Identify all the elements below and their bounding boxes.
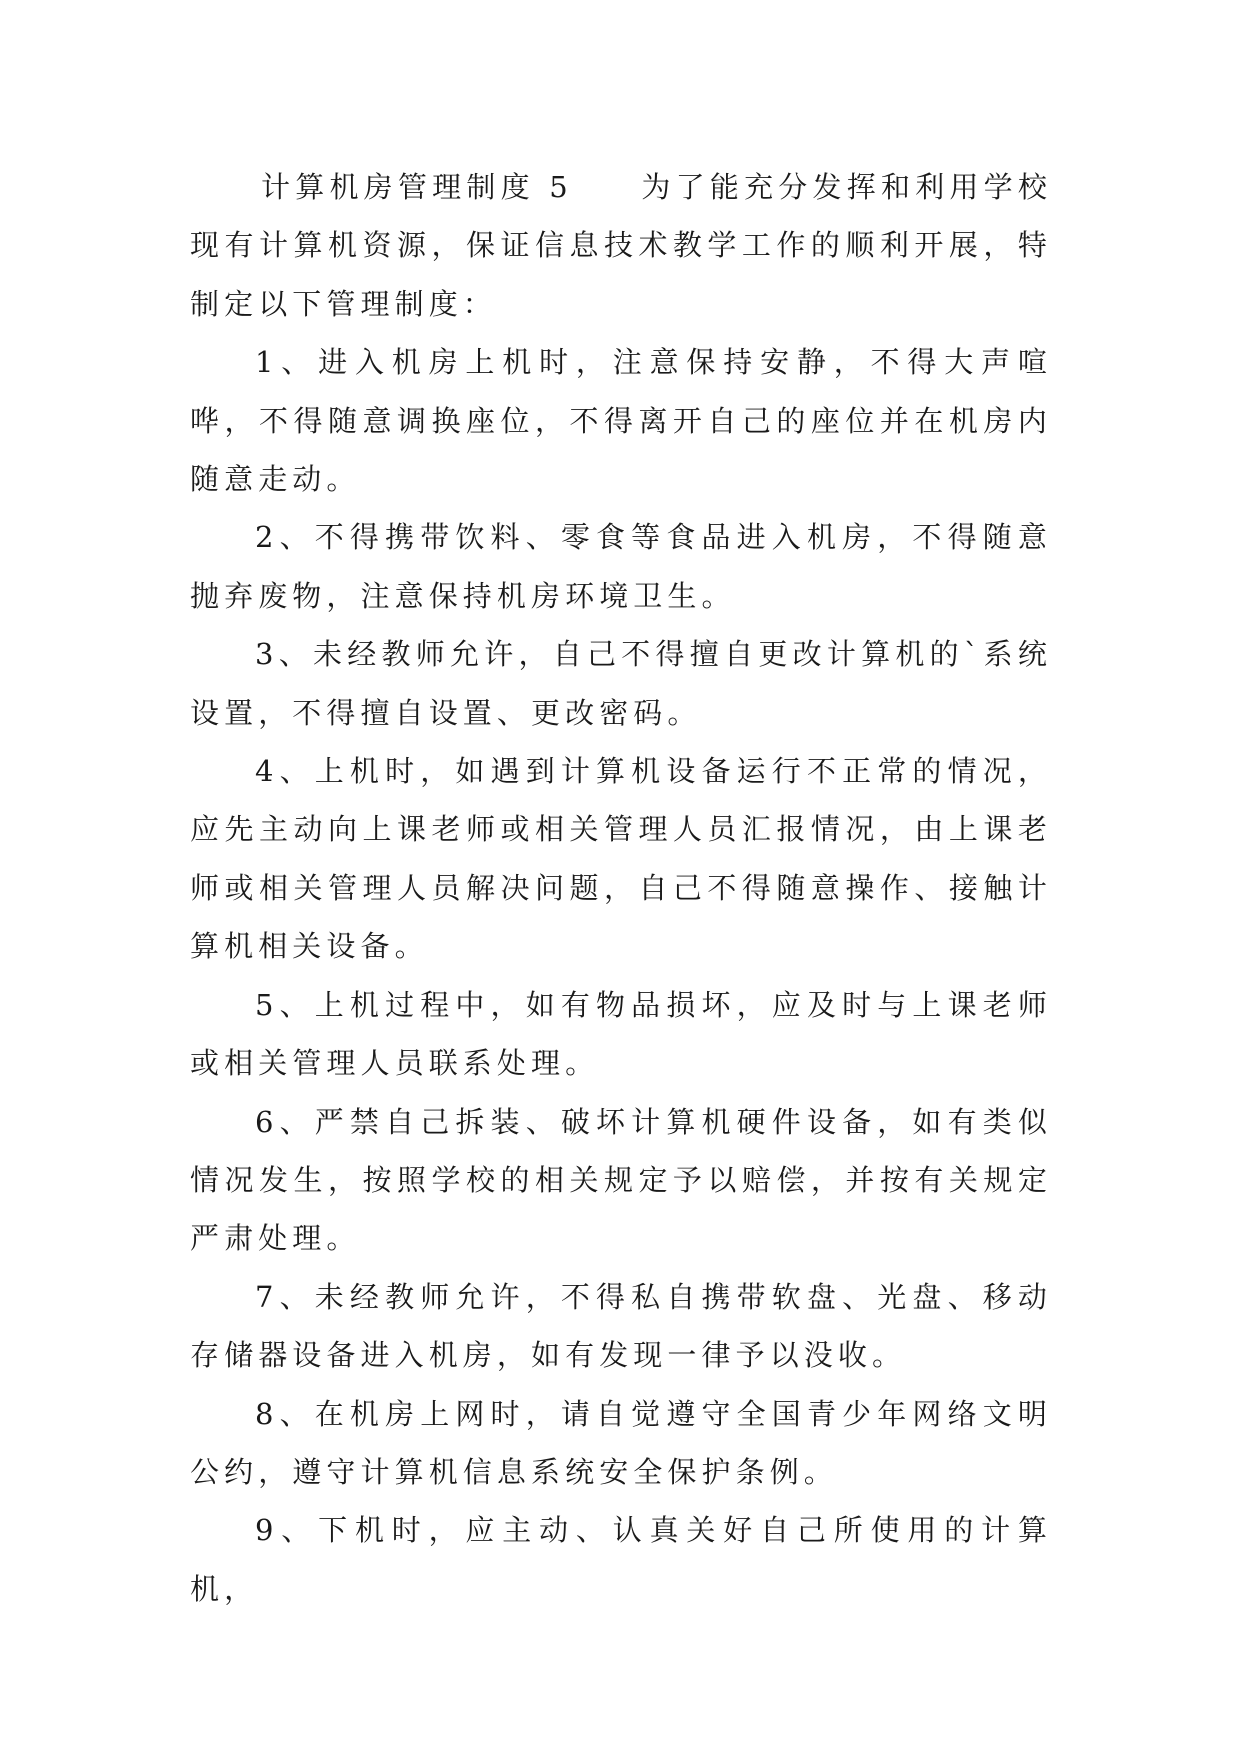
paragraph-title-intro: 计算机房管理制度 5 为了能充分发挥和利用学校现有计算机资源，保证信息技术教学工作的顺利开展，特制定以下管理制度：	[190, 170, 1052, 321]
paragraph-rule-3: 3、未经教师允许，自己不得擅自更改计算机的`系统设置，不得擅自设置、更改密码。	[190, 637, 1052, 730]
paragraph-rule-7: 7、未经教师允许，不得私自携带软盘、光盘、移动存储器设备进入机房，如有发现一律予以没收。	[190, 1279, 1052, 1373]
paragraph-rule-5: 5、上机过程中，如有物品损坏，应及时与上课老师或相关管理人员联系处理。	[190, 987, 1052, 1081]
paragraph-rule-1: 1、进入机房上机时，注意保持安静，不得大声喧哗，不得随意调换座位，不得离开自己的座位并在机房内随意走动。	[190, 345, 1052, 497]
document-body	[190, 158, 1052, 1618]
paragraph-rule-2: 2、不得携带饮料、零食等食品进入机房，不得随意抛弃废物，注意保持机房环境卫生。	[190, 520, 1052, 613]
paragraph-rule-6: 6、严禁自己拆装、破坏计算机硬件设备，如有类似情况发生，按照学校的相关规定予以赔偿，并按有关规定严肃处理。	[190, 1104, 1052, 1256]
paragraph-rule-8: 8、在机房上网时，请自觉遵守全国青少年网络文明公约，遵守计算机信息系统安全保护条例。	[190, 1396, 1052, 1489]
paragraph-rule-4: 4、上机时，如遇到计算机设备运行不正常的情况，应先主动向上课老师或相关管理人员汇报情况，由上课老师或相关管理人员解决问题，自己不得随意操作、接触计算机相关设备。	[190, 754, 1052, 964]
paragraph-rule-9: 9、下机时，应主动、认真关好自己所使用的计算机，	[190, 1513, 1052, 1606]
